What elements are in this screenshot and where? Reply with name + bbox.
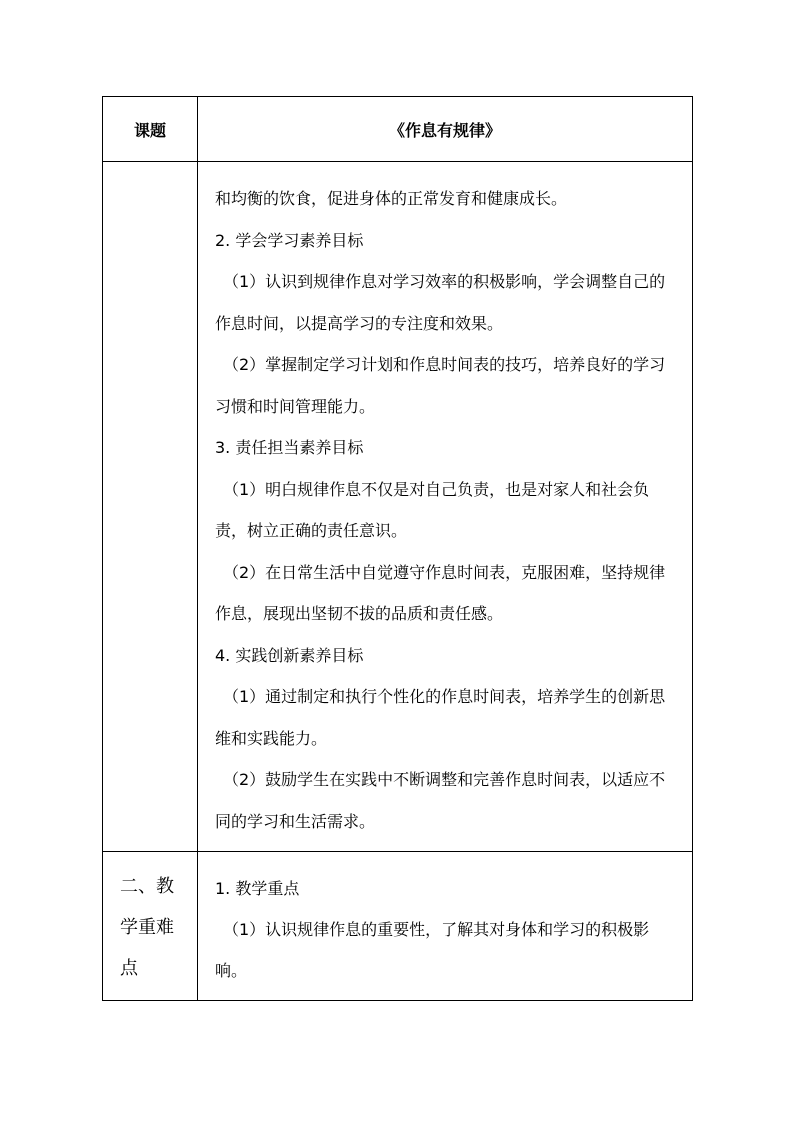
header-row (103, 97, 693, 162)
topic-label-cell (103, 97, 198, 162)
goals-item: （2）在日常生活中自觉遵守作息时间表，克服困难，坚持规律作息，展现出坚韧不拔的品质和责任感。 (215, 562, 666, 623)
key-points-label: 二、教学重难点 (120, 876, 174, 979)
goals-item: （1）明白规律作息不仅是对自己负责，也是对家人和社会负责，树立正确的责任意识。 (215, 479, 650, 540)
goals-label-cell (103, 162, 198, 852)
goals-content-cell (198, 162, 693, 852)
goals-line: 和均衡的饮食，促进身体的正常发育和健康成长。 (215, 189, 568, 208)
key-points-row (103, 852, 693, 1001)
goals-item: （2）鼓励学生在实践中不断调整和完善作息时间表，以适应不同的学习和生活需求。 (215, 770, 666, 831)
goals-item: （1）通过制定和执行个性化的作息时间表，培养学生的创新思维和实践能力。 (215, 687, 666, 748)
key-points-content-cell (198, 852, 693, 1001)
key-points-content (198, 852, 692, 991)
goals-content (198, 162, 692, 842)
goals-heading: 3. 责任担当素养目标 (215, 438, 364, 457)
topic-title-cell (198, 97, 693, 162)
goals-item: （1）认识到规律作息对学习效率的积极影响，学会调整自己的作息时间，以提高学习的专注度和效果。 (215, 272, 666, 333)
goals-item: （2）掌握制定学习计划和作息时间表的技巧，培养良好的学习习惯和时间管理能力。 (215, 355, 666, 416)
goals-heading: 2. 学会学习素养目标 (215, 230, 364, 250)
topic-title: 《作息有规律》 (388, 120, 501, 140)
key-points-label-cell (103, 852, 198, 1001)
lesson-plan-table (102, 96, 693, 1001)
key-points-item: （1）认识规律作息的重要性，了解其对身体和学习的积极影响。 (215, 920, 650, 980)
key-points-heading: 1. 教学重点 (215, 879, 300, 898)
goals-heading: 4. 实践创新素养目标 (215, 645, 364, 665)
topic-label: 课题 (133, 120, 166, 140)
goals-row (103, 162, 693, 852)
